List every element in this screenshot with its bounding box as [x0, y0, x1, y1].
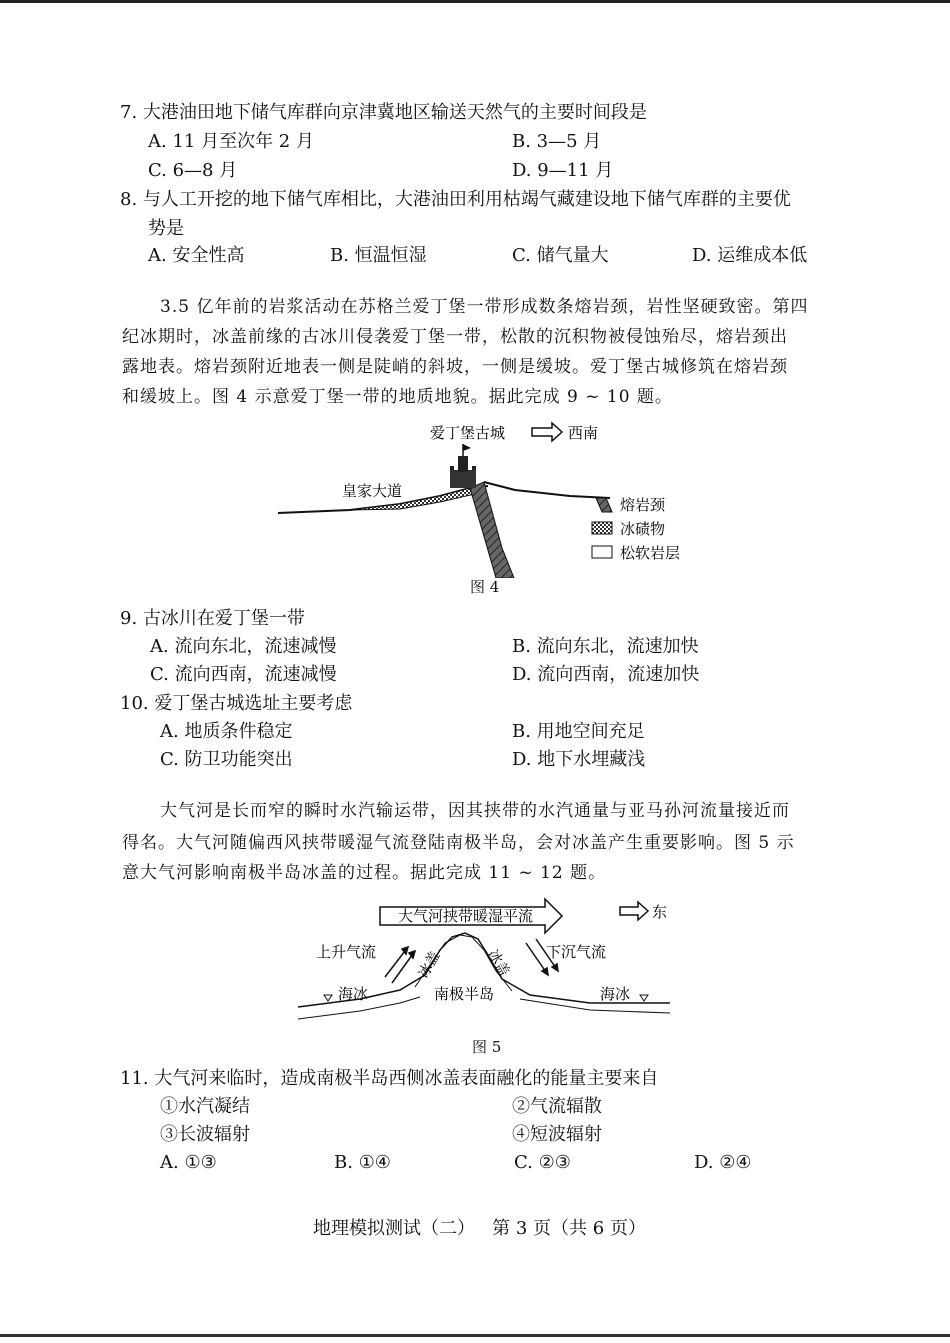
figure-5-diagram [290, 895, 690, 1030]
q11-option-b: B. ①④ [334, 1152, 391, 1173]
passage2-line3: 意大气河影响南极半岛冰盖的过程。据此完成 11 ~ 12 题。 [122, 863, 607, 883]
legend-till-label: 冰碛物 [620, 520, 666, 538]
fig5-sea-ice-right-label: 海冰 [600, 985, 631, 1003]
q9-option-b: B. 流向东北，流速加快 [512, 636, 699, 657]
legend-lava-icon [596, 498, 612, 512]
fig5-caption: 图 5 [472, 1038, 502, 1056]
fig4-road-label: 皇家大道 [342, 482, 403, 500]
q8-option-a: A. 安全性高 [148, 245, 245, 266]
q8-option-b: B. 恒温恒湿 [330, 245, 427, 266]
q11-item-3: ③长波辐射 [160, 1124, 250, 1145]
legend-till-icon [592, 522, 612, 534]
q7-stem: 7. 大港油田地下储气库群向京津冀地区输送天然气的主要时间段是 [120, 102, 647, 123]
passage1-line2: 纪冰期时，冰盖前缘的古冰川侵袭爱丁堡一带，松散的沉积物被侵蚀殆尽，熔岩颈出 [122, 327, 788, 347]
lava-neck [470, 482, 514, 578]
q9-option-d: D. 流向西南，流速加快 [512, 664, 700, 685]
q11-item-4: ④短波辐射 [512, 1124, 602, 1145]
q11-option-d: D. ②④ [694, 1152, 752, 1173]
updraft-arrows-icon [385, 947, 415, 983]
sea-level-marker-left-icon [324, 995, 332, 1001]
direction-arrow-icon [532, 423, 562, 441]
q8-stem-line1: 8. 与人工开挖的地下储气库相比，大港油田利用枯竭气藏建设地下储气库群的主要优 [120, 189, 791, 210]
q7-option-c: C. 6—8 月 [148, 160, 238, 181]
q7-option-b: B. 3—5 月 [512, 131, 602, 152]
q11-item-1: ①水汽凝结 [160, 1096, 250, 1117]
fig4-castle-label: 爱丁堡古城 [430, 424, 506, 442]
legend-soft-icon [592, 546, 612, 558]
q11-option-a: A. ①③ [160, 1152, 217, 1173]
legend-lava-label: 熔岩颈 [620, 496, 666, 514]
q8-stem-line2: 势是 [148, 218, 184, 239]
passage2-line1: 大气河是长而窄的瞬时水汽输运带，因其挟带的水汽通量与亚马孙河流量接近而 [160, 801, 790, 821]
q10-option-b: B. 用地空间充足 [512, 721, 645, 742]
q7-option-a: A. 11 月至次年 2 月 [148, 131, 314, 152]
fig4-direction-label: 西南 [568, 424, 599, 442]
q10-option-c: C. 防卫功能突出 [160, 749, 293, 770]
fig5-flow-label: 大气河挟带暖湿平流 [398, 907, 534, 925]
q11-item-2: ②气流辐散 [512, 1096, 602, 1117]
q10-option-a: A. 地质条件稳定 [160, 721, 293, 742]
fig5-peninsula-label: 南极半岛 [434, 985, 495, 1003]
fig5-updraft-label: 上升气流 [316, 943, 377, 961]
figure-4-diagram [270, 418, 710, 578]
q9-option-a: A. 流向东北，流速减慢 [150, 636, 337, 657]
fig5-direction-label: 东 [652, 903, 668, 921]
q9-option-c: C. 流向西南，流速减慢 [150, 664, 337, 685]
q8-option-c: C. 储气量大 [512, 245, 609, 266]
passage1-line1: 3.5 亿年前的岩浆活动在苏格兰爱丁堡一带形成数条熔岩颈，岩性坚硬致密。第四 [160, 297, 809, 317]
passage2-line2: 得名。大气河随偏西风挟带暖湿气流登陆南极半岛，会对冰盖产生重要影响。图 5 示 [122, 833, 795, 853]
q11-stem: 11. 大气河来临时，造成南极半岛西侧冰盖表面融化的能量主要来自 [120, 1068, 659, 1089]
east-arrow-icon [620, 902, 648, 920]
q8-option-d: D. 运维成本低 [692, 245, 808, 266]
bottom-border [0, 1334, 950, 1337]
fig5-ice-left-label: 冰盖 [415, 948, 444, 981]
q9-stem: 9. 古冰川在爱丁堡一带 [120, 608, 305, 629]
q10-stem: 10. 爱丁堡古城选址主要考虑 [120, 693, 353, 714]
passage1-line4: 和缓坡上。图 4 示意爱丁堡一带的地质地貌。据此完成 9 ~ 10 题。 [122, 387, 673, 407]
fig5-ice-right-label: 冰盖 [484, 947, 513, 980]
sea-level-marker-right-icon [640, 995, 648, 1001]
page-footer: 地理模拟测试（二） 第 3 页（共 6 页） [313, 1218, 646, 1239]
ground-surface-right [484, 482, 610, 498]
q11-option-c: C. ②③ [514, 1152, 571, 1173]
fig4-caption: 图 4 [470, 578, 500, 596]
q10-option-d: D. 地下水埋藏浅 [512, 749, 646, 770]
legend-soft-label: 松软岩层 [620, 544, 681, 562]
fig5-downdraft-label: 下沉气流 [546, 943, 607, 961]
top-border [0, 0, 950, 3]
castle-icon [450, 444, 476, 488]
q7-option-d: D. 9—11 月 [512, 160, 614, 181]
fig5-sea-ice-left-label: 海冰 [338, 985, 369, 1003]
passage1-line3: 露地表。熔岩颈附近地表一侧是陡峭的斜坡，一侧是缓坡。爱丁堡古城修筑在熔岩颈 [122, 357, 788, 377]
